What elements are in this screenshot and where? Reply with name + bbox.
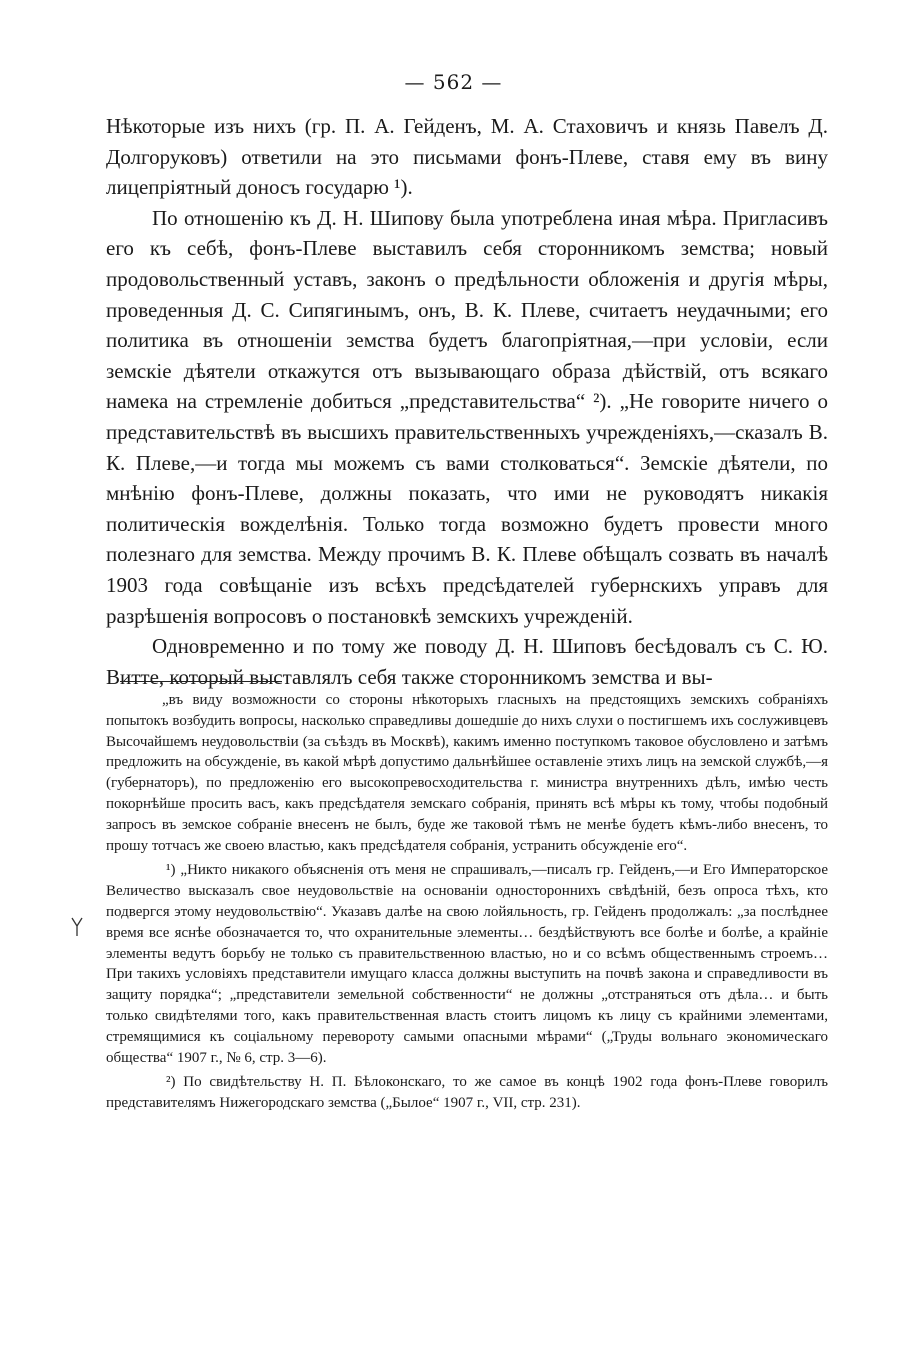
page-number: — 562 —: [404, 70, 503, 94]
margin-mark-icon: [70, 916, 84, 938]
footnote-separator: [120, 681, 282, 682]
footnote-1: ¹) „Никто никакого объясненія отъ меня не спрашивалъ,—писалъ гр. Гейденъ,—и Его Императорское Величество высказалъ свое неудовольствіе на основаніи одностороннихъ свѣдѣній, безъ опроса тѣхъ, кто подвергся этому неудовольствію“. Указавъ далѣе на свою лойяльность, гр. Гейденъ продолжалъ: „за послѣднее время все яснѣе обозначается то, что охранительные элементы… бездѣйствуютъ все болѣе и болѣе, а крайніе элементы ведутъ борьбу не только съ правительственною властью, но и со всѣмъ общественнымъ строемъ… При такихъ условіяхъ представители имущаго класса должны выступить на почвѣ закона и справедливости въ защиту порядка“; „представители земельной собственности“ не должны „отстраняться отъ дѣла… и быть только свидѣтелями того, какъ правительственная власть стоитъ лицомъ къ лицу съ крайними элементами, стремящимися къ соціальному перевороту самыми опасными мѣрами“ („Труды вольнаго экономическаго общества“ 1907 г., № 6, стр. 3—6).: [106, 862, 828, 1066]
footnote-2: ²) По свидѣтельству Н. П. Бѣлоконскаго, то же самое въ концѣ 1902 года фонъ-Плеве говорилъ представителямъ Нижегородскаго земства („Былое“ 1907 г., VII, стр. 231).: [106, 1074, 828, 1112]
footnote-quote: „въ виду возможности со стороны нѣкоторыхъ гласныхъ на предстоящихъ земскихъ собраніяхъ попытокъ возбудить вопросы, насколько справедливы дошедшіе до нихъ слухи о постигшемъ ихъ сослуживцевъ Высочайшемъ неудовольствіи (за съѣздъ въ Москвѣ), какимъ именно поступкомъ таковое обусловлено и затѣмъ предложить на обсужденіе, въ какой мѣрѣ допустимо дальнѣйшее оставленіе этихъ лицъ на земской службѣ,—я (губернаторъ), по предложенію его высокопревосходительства г. министра внутреннихъ дѣлъ, имѣю честь покорнѣйше просить васъ, какъ предсѣдателя земскаго собранія, принять всѣ мѣры къ тому, чтобы подобный запросъ въ земское собраніе внесенъ не былъ, буде же таковой тѣмъ не менѣе будетъ кѣмъ-либо внесенъ, то прошу тотчасъ же своею властью, какъ предсѣдателя собранія, устранить обсужденіе его“.: [106, 692, 828, 854]
footnotes: [106, 690, 828, 1114]
paragraph: По отношенію къ Д. Н. Шипову была употреблена иная мѣра. Пригласивъ его къ себѣ, фонъ-Плеве выставилъ себя сторонникомъ земства; новый продовольственный уставъ, законъ о предѣльности обложенія и другія мѣры, проведенныя Д. С. Сипягинымъ, онъ, В. К. Плеве, считаетъ неудачными; его политика въ отношеніи земства будетъ благопріятная,—при условіи, если земскіе дѣятели откажутся отъ вызывающаго образа дѣйствій, отъ всякаго намека на стремленіе добиться „представительства“ ²). „Не говорите ничего о представительствѣ въ высшихъ правительственныхъ учрежденіяхъ,—сказалъ В. К. Плеве,—и тогда мы можемъ съ вами столковаться“. Земскіе дѣятели, по мнѣнію фонъ-Плеве, должны показать, что ими не руководятъ никакія политическія вожделѣнія. Только тогда возможно будетъ провести много полезнаго для земства. Между прочимъ В. К. Плеве обѣщалъ созвать въ началѣ 1903 года совѣщаніе изъ всѣхъ предсѣдателей губернскихъ управъ для разрѣшенія вопросовъ о постановкѣ земскихъ учрежденій.: [106, 205, 828, 628]
paragraph: Одновременно и по тому же поводу Д. Н. Шиповъ бесѣдовалъ съ С. Ю. Витте, который выставлялъ себя также сторонникомъ земства и вы-: [106, 634, 828, 689]
paragraph: Нѣкоторые изъ нихъ (гр. П. А. Гейденъ, М. А. Стаховичъ и князь Павелъ Д. Долгоруковъ) ответили на это письмами фонъ-Плеве, ставя ему въ вину лицепріятный доносъ государю ¹).: [106, 114, 828, 200]
main-text: [106, 111, 828, 692]
